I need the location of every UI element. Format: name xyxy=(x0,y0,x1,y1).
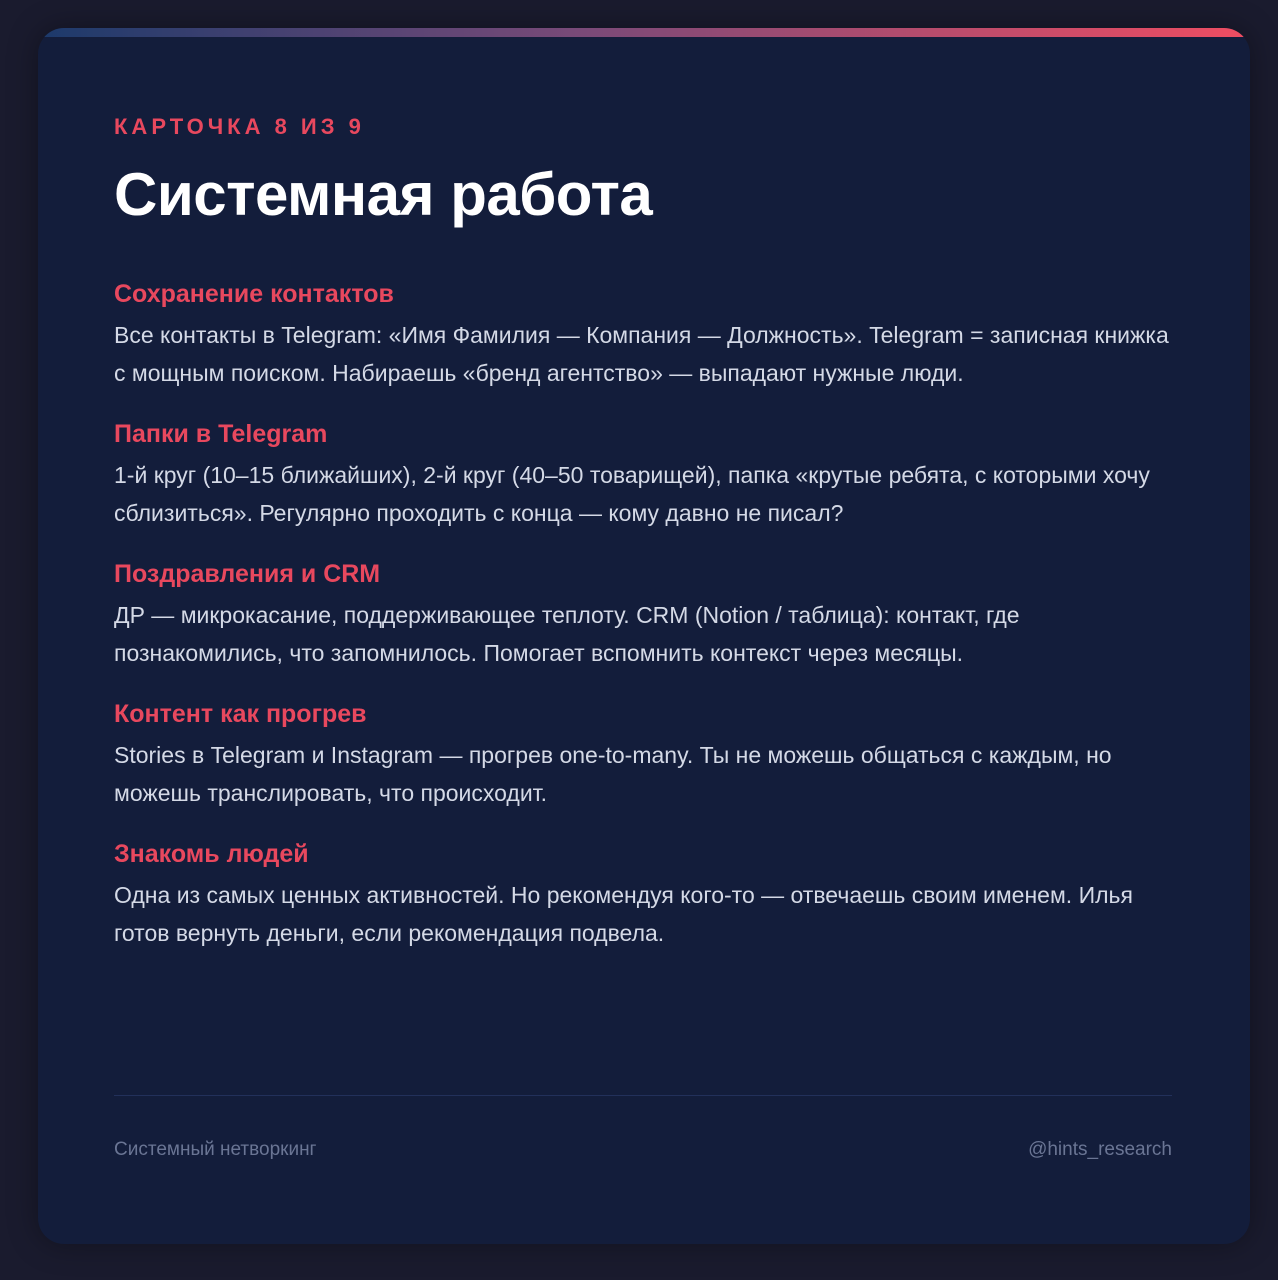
section-body: Все контакты в Telegram: «Имя Фамилия — Компания — Должность». Telegram = записная книжка с мощным поиском. Набираешь «бренд агентство» — выпадают нужные люди. xyxy=(114,322,1169,386)
footer-series-name: Системный нетворкинг xyxy=(114,1139,317,1160)
accent-gradient-bar xyxy=(38,28,1250,37)
section-heading: Знакомь людей xyxy=(114,840,309,868)
card-counter: КАРТОЧКА 8 ИЗ 9 xyxy=(114,114,365,139)
section-heading: Поздравления и CRM xyxy=(114,560,381,588)
card-footer xyxy=(114,1095,1172,1160)
section-body: 1-й круг (10–15 ближайших), 2-й круг (40–50 товарищей), папка «крутые ребята, с которыми хочу сблизиться». Регулярно проходить с конца — кому давно не писал? xyxy=(114,462,1150,526)
card-title: Системная работа xyxy=(114,161,653,228)
section-body: Stories в Telegram и Instagram — прогрев one-to-many. Ты не можешь общаться с каждым, но можешь транслировать, что происходит. xyxy=(114,742,1112,806)
section-heading: Папки в Telegram xyxy=(114,420,328,448)
section-greetings-crm xyxy=(114,558,1174,672)
section-saving-contacts xyxy=(114,278,1174,392)
section-telegram-folders xyxy=(114,418,1174,532)
section-introduce-people xyxy=(114,838,1174,952)
card xyxy=(38,28,1250,1244)
sections-list xyxy=(114,278,1174,952)
section-heading: Контент как прогрев xyxy=(114,700,367,728)
section-body: Одна из самых ценных активностей. Но рекомендуя кого-то — отвечаешь своим именем. Илья готов вернуть деньги, если рекомендация подвела. xyxy=(114,882,1133,946)
section-body: ДР — микрокасание, поддерживающее теплоту. CRM (Notion / таблица): контакт, где познакомились, что запомнилось. Помогает вспомнить контекст через месяцы. xyxy=(114,602,1020,666)
card-content xyxy=(114,114,1174,978)
section-content-warmup xyxy=(114,698,1174,812)
section-heading: Сохранение контактов xyxy=(114,280,394,308)
footer-handle: @hints_research xyxy=(1028,1139,1172,1160)
